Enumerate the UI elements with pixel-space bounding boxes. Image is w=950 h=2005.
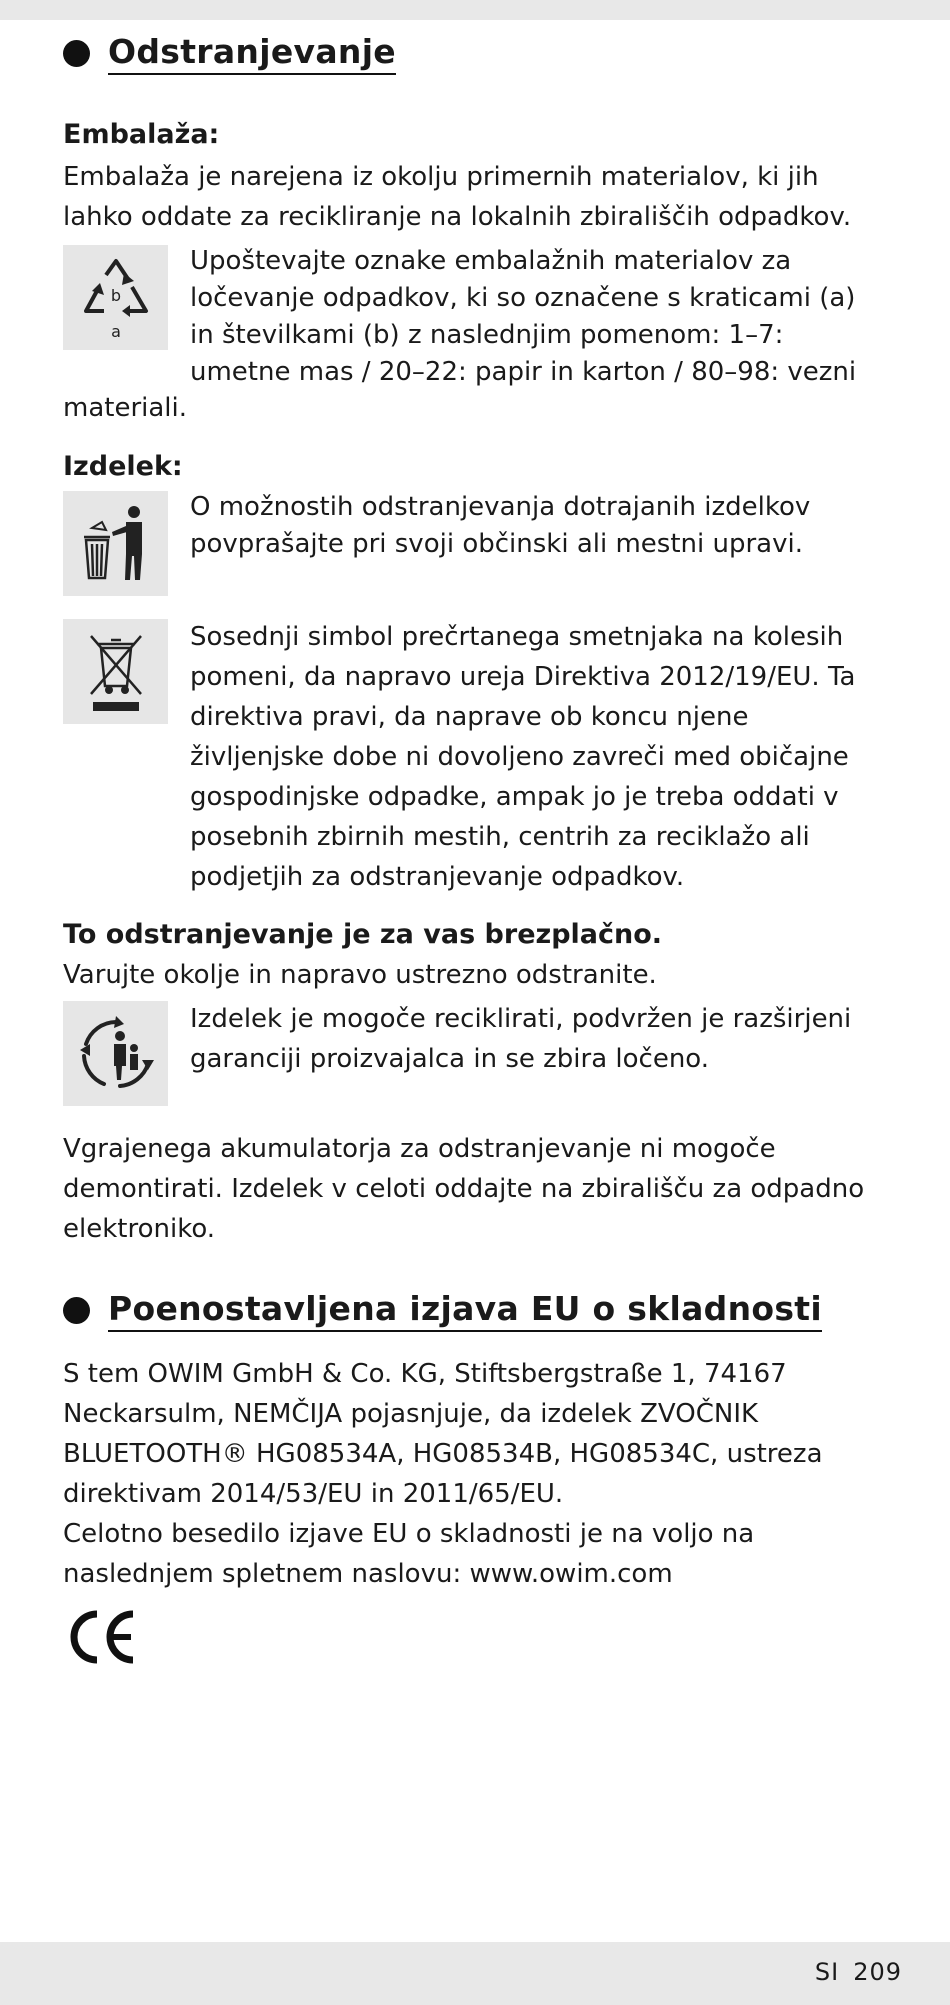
top-bar — [0, 0, 950, 20]
bullet-icon — [63, 40, 90, 67]
recycle-icon-block — [63, 999, 883, 1107]
page-number-value: 209 — [853, 1958, 902, 1986]
packaging-icon-text-tail: materiali. — [63, 393, 188, 423]
weee-icon-block — [63, 617, 883, 897]
recycling-triangle-icon — [63, 245, 168, 350]
page-number — [815, 1958, 902, 1986]
recycle-text: Izdelek je mogoče reciklirati, podvržen je razširjeni garanciji proizvajalca in se zbira ločeno. — [190, 1004, 852, 1074]
product-heading: Izdelek: — [63, 451, 183, 482]
trash-bin-person-icon — [63, 491, 168, 596]
weee-text: Sosednji simbol prečrtanega smetnjaka na kolesih pomeni, da napravo ureja Direktiva 2012/19/EU. Ta direktiva pravi, da naprave ob koncu njene življenjske dobe ni dovoljeno zavreči med običajne gospodinjske odpadke, ampak jo je treba oddati v posebnih zbirnih mestih, centrih za reciklažo ali podjetjih za odstranjevanje odpadkov. — [190, 622, 856, 892]
triman-recycling-icon — [63, 1001, 168, 1106]
section-heading-disposal: Odstranjevanje — [63, 32, 883, 75]
ce-mark-icon — [63, 1608, 883, 1668]
free-disposal-heading: To odstranjevanje je za vas brezplačno. — [63, 919, 663, 950]
disposal-icon-block — [63, 489, 883, 597]
packaging-icon-text: Upoštevajte oznake embalažnih materialov za ločevanje odpadkov, ki so označene s kraticami (a) in številkami (b) z naslednjim pomenom: 1–7: umetne mas / 20–22: papir in karton / 80–98: vezni — [190, 246, 857, 387]
bullet-icon — [63, 1297, 90, 1324]
page-content — [63, 32, 883, 1668]
disposal-text: O možnostih odstranjevanja dotrajanih izdelkov povprašajte pri svoji občinski ali mestni upravi. — [190, 492, 811, 559]
crossed-out-wheelie-bin-icon — [63, 619, 168, 724]
conformity-url-text: Celotno besedilo izjave EU o skladnosti je na voljo na naslednjem spletnem naslovu: www.owim.com — [63, 1519, 755, 1589]
svg-text:a: a — [110, 321, 121, 341]
conformity-text: S tem OWIM GmbH & Co. KG, Stiftsbergstraße 1, 74167 Neckarsulm, NEMČIJA pojasnjuje, da izdelek ZVOČNIK BLUETOOTH® HG08534A, HG08534B, HG08534C, ustreza direktivam 2014/53/EU in 2011/65/EU. — [63, 1359, 823, 1509]
battery-text: Vgrajenega akumulatorja za odstranjevanje ni mogoče demontirati. Izdelek v celoti oddajte na zbirališču za odpadno elektroniko. — [63, 1134, 865, 1244]
svg-text:b: b — [110, 285, 121, 305]
footer-bar — [0, 1942, 950, 2005]
packaging-icon-block — [63, 243, 883, 391]
language-code: SI — [814, 1958, 840, 1986]
packaging-heading: Embalaža: — [63, 119, 220, 150]
packaging-intro: Embalaža je narejena iz okolju primernih materialov, ki jih lahko oddate za recikliranje na lokalnih zbirališčih odpadkov. — [63, 162, 852, 232]
section-heading-eu-conformity: Poenostavljena izjava EU o skladnosti — [63, 1289, 883, 1332]
environment-text: Varujte okolje in napravo ustrezno odstranite. — [63, 960, 657, 990]
